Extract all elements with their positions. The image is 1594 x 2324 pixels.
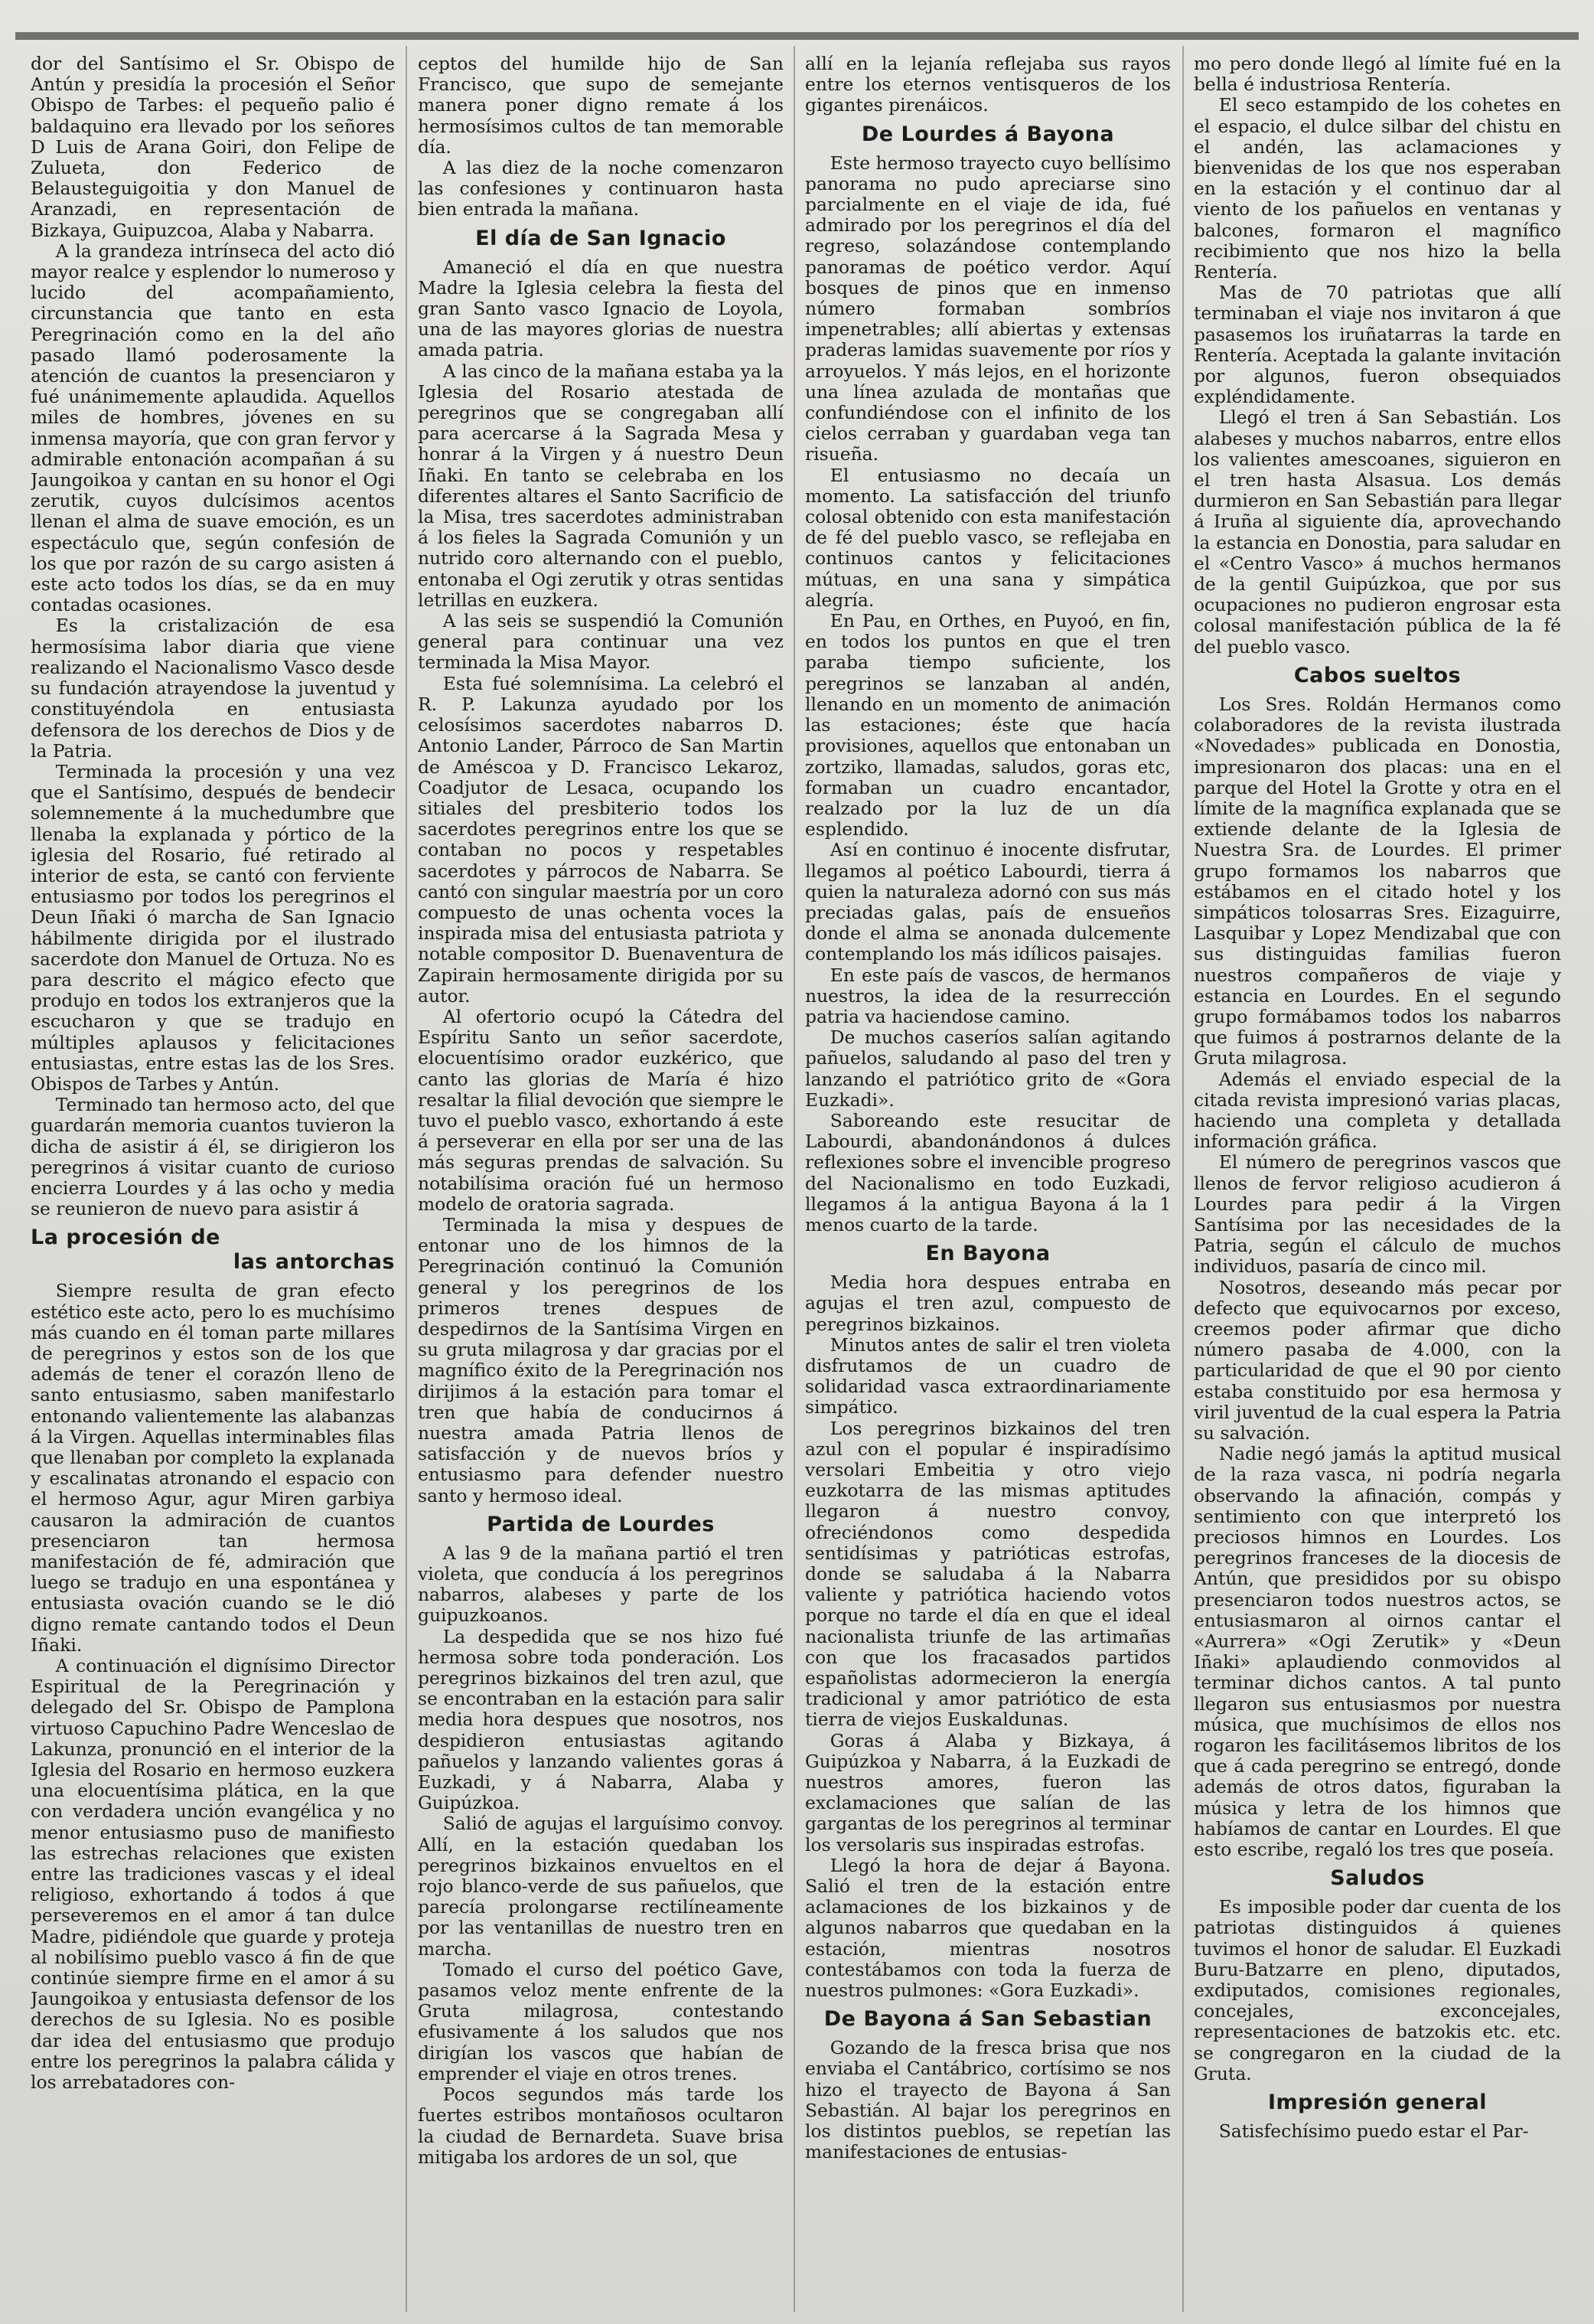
paragraph: A las diez de la noche comenzaron las confesiones y continuaron hasta bien entrada la mañana. [418, 157, 784, 220]
column-rule [406, 46, 407, 2312]
column-3 [805, 54, 1171, 2304]
section-heading: Saludos [1330, 1866, 1425, 1891]
column-rule [794, 46, 795, 2312]
column-1 [31, 54, 395, 2304]
section-heading: las antorchas [233, 1250, 395, 1275]
column-2 [418, 54, 784, 2304]
paragraph: Siempre resulta de gran efecto estético este acto, pero lo es muchísimo más cuando en él toman parte millares de peregrinos y estos son de los que además de tener el corazón lleno de santo entusiasmo, saben manifestarlo entonando valientemente las alabanzas á la Virgen. Aquellas interminables filas que llenaban por completo la explanada y escalinatas atronando el espacio con el hermoso Agur, agur Miren garbiya causaron la admiración de cuantos presenciaron tan hermosa manifestación de fé, admiración que luego se tradujo en una espontánea y entusiasta ovación cuando se le dió digno remate cantando todos el Deun Iñaki. [31, 1280, 395, 1656]
paragraph: A continuación el dignísimo Director Espiritual de la Peregrinación y delegado del Sr. Obispo de Pamplona virtuoso Capuchino Padre Wenceslao de Lakunza, pronunció en el interior de la Iglesia del Rosario en hermoso euzkera una elocuentísima plática, en la que con verdadera unción evangélica y no menor entusiasmo puso de manifiesto las estrechas relaciones que existen entre las tradiciones vascas y el ideal religioso, exhortando á todos á que perseveremos en el amor á tan dulce Madre, pidiéndole que guarde y proteja al nobilísimo pueblo vasco á fin de que continúe siempre firme en el amor á su Jaungoikoa y entusiasta defensor de los derechos de su Iglesia. No es posible dar idea del entusiasmo que produjo entre los peregrinos la palabra cálida y los arrebatadores con- [31, 1655, 395, 2094]
paragraph: dor del Santísimo el Sr. Obispo de Antún y presidía la procesión el Señor Obispo de Tarbes: el pequeño palio é baldaquino era llevado por los señores D Luis de Arana Goiri, don Felipe de Zulueta, don Federico de Belausteguigoitia y don Manuel de Aranzadi, en representación de Bizkaya, Guipuzcoa, Alaba y Nabarra. [31, 54, 395, 241]
top-rule [15, 32, 1579, 40]
section-heading: Partida de Lourdes [487, 1512, 715, 1536]
paragraph: A las 9 de la mañana partió el tren violeta, que conducía á los peregrinos nabarros, alabeses y parte de los guipuzkoanos. [418, 1542, 784, 1627]
paragraph: Los Sres. Roldán Hermanos como colaboradores de la revista ilustrada «Novedades» publicada en Donostia, impresionaron dos placas: una en el parque del Hotel la Grotte y otra en el límite de la magnífica explanada que se extiende delante de la Iglesia de Nuestra Sra. de Lourdes. El primer grupo formamos los nabarros que estábamos en el citado hotel y los simpáticos tolosarras Sres. Eizaguirre, Lasquibar y Lopez Mendizabal que con sus distinguidas familias fueron nuestros compañeros de viaje y estancia en Lourdes. En el segundo grupo formábamos todos los nabarros que fuimos á postrarnos delante de la Gruta milagrosa. [1194, 693, 1561, 1069]
paragraph: Terminada la procesión y una vez que el Santísimo, después de bendecir solemnemente á la muchedumbre que llenaba la explanada y pórtico de la iglesia del Rosario, fué retirado al interior de esta, se cantó con ferviente entusiasmo por todos los peregrinos el Deun Iñaki ó marcha de San Ignacio hábilmente dirigida por el ilustrado sacerdote don Manuel de Ortuza. No es para descrito el mágico efecto que produjo en todos los extranjeros que la escucharon y que se tradujo en múltiples aplausos y felicitaciones entusiastas, entre estas las de los Sres. Obispos de Tarbes y Antún. [31, 760, 395, 1095]
paragraph: Esta fué solemnísima. La celebró el R. P. Lakunza ayudado por los celosísimos sacerdotes nabarros D. Antonio Lander, Párroco de San Martin de Améscoa y D. Francisco Lekaroz, Coadjutor de Lesaca, ocupando los sitiales del presbiterio todos los sacerdotes peregrinos entre los que se contaban no pocos y respetables sacerdotes y párrocos de Nabarra. Se cantó con singular maestría por un coro compuesto de unas ochenta voces la inspirada misa del entusiasta patriota y notable compositor D. Buenaventura de Zapirain hermosamente dirigida por su autor. [418, 672, 784, 1007]
paragraph: De muchos caseríos salían agitando pañuelos, saludando al paso del tren y lanzando el patriótico grito de «Gora Euzkadi». [805, 1027, 1171, 1111]
paragraph: A la grandeza intrínseca del acto dió mayor realce y esplendor lo numeroso y lucido del acompañamiento, circunstancia que tanto en esta Peregrinación como en la del año pasado llamó poderosamente la atención de cuantos la presenciaron y fué unánimemente aplaudida. Aquellos miles de hombres, jóvenes en su inmensa mayoría, que con gran fervor y admirable entonación acompañan á su Jaungoikoa y cantan en su honor el Ogi zerutik, cuyos dulcísimos acentos llenan el alma de suave emoción, es un espectáculo que, según confesión de los que por razón de su cargo asisten á este acto todos los días, se da en muy contadas ocasiones. [31, 240, 395, 616]
section-heading: El día de San Ignacio [475, 226, 726, 250]
paragraph: La despedida que se nos hizo fué hermosa sobre toda ponderación. Los peregrinos bizkainos del tren azul, que se encontraban en la estación para salir media hora despues que nosotros, nos despidieron entusiastas agitando pañuelos y lanzando valientes goras á Euzkadi, y á Nabarra, Alaba y Guipúzkoa. [418, 1625, 784, 1814]
paragraph: Terminado tan hermoso acto, del que guardarán memoria cuantos tuvieron la dicha de asistir á él, se dirigieron los peregrinos á visitar cuanto de curioso encierra Lourdes y á las ocho y media se reunieron de nuevo para asistir á [31, 1094, 395, 1220]
column-rule [1182, 46, 1184, 2312]
paragraph: Nosotros, deseando más pecar por defecto que equivocarnos por exceso, creemos poder afirmar que dicho número pasaba de 4.000, con la particularidad de que el 90 por ciento estaba constituido por esa hermosa y viril juventud de la cual espera la Patria su salvación. [1194, 1276, 1561, 1444]
paragraph: En este país de vascos, de hermanos nuestros, la idea de la resurrección patria va haciendose camino. [805, 964, 1171, 1027]
paragraph: El entusiasmo no decaía un momento. La satisfacción del triunfo colosal obtenido con esta manifestación de fé del pueblo vasco, se reflejaba en continuos cantos y felicitaciones mútuas, en una sana y simpática alegría. [805, 464, 1171, 611]
paragraph: Saboreando este resucitar de Labourdi, abandonándonos á dulces reflexiones sobre el invencible progreso del Nacionalismo en todo Euzkadi, llegamos á la antigua Bayona á la 1 menos cuarto de la tarde. [805, 1109, 1171, 1235]
paragraph: A las seis se suspendió la Comunión general para continuar una vez terminada la Misa Mayor. [418, 610, 784, 674]
paragraph: allí en la lejanía reflejaba sus rayos entre los eternos ventisqueros de los gigantes pirenáicos. [805, 54, 1171, 116]
section-heading: Cabos sueltos [1293, 663, 1462, 687]
paragraph: Satisfechísimo puedo estar el Par- [1218, 2120, 1529, 2143]
paragraph: Salió de agujas el larguísimo convoy. Allí, en la estación quedaban los peregrinos bizkainos envueltos en el rojo blanco-verde de sus pañuelos, que parecía prolongarse rectilíneamente por las ventanillas de nuestro tren en marcha. [418, 1813, 784, 1960]
paragraph: mo pero donde llegó al límite fué en la bella é industriosa Rentería. [1194, 54, 1561, 96]
paragraph: Amaneció el día en que nuestra Madre la Iglesia celebra la fiesta del gran Santo vasco Ignacio de Loyola, una de las mayores glorias de nuestra amada patria. [418, 256, 784, 361]
paragraph: Tomado el curso del poético Gave, pasamos veloz mente enfrente de la Gruta milagrosa, contestando efusivamente á los saludos que nos dirigían los vascos que habían de emprender el viaje en otros trenes. [418, 1958, 784, 2084]
paragraph: Además el enviado especial de la citada revista impresionó varias placas, haciendo una completa y detallada información gráfica. [1194, 1068, 1561, 1153]
section-heading: La procesión de [31, 1226, 220, 1250]
paragraph: En Pau, en Orthes, en Puyoó, en fin, en todos los puntos en que el tren paraba tiempo suficiente, los peregrinos se lanzaban al andén, llenando en un momento de animación las estaciones; éste que hacía provisiones, aquellos que entonaban un zortziko, llamadas, saludos, goras etc, formaban un cuadro encantador, realzado por la luz de un día esplendido. [805, 610, 1171, 840]
paragraph: Es la cristalización de esa hermosísima labor diaria que viene realizando el Nacionalismo Vasco desde su fundación atrayendose la juventud y constituyéndola en entusiasta defensora de los derechos de Dios y de la Patria. [31, 615, 395, 762]
paragraph: Pocos segundos más tarde los fuertes estribos montañosos ocultaron la ciudad de Bernardeta. Suave brisa mitigaba los ardores de un sol, que [418, 2084, 784, 2168]
paragraph: Este hermoso trayecto cuyo bellísimo panorama no pudo apreciarse sino parcialmente en el viaje de ida, fué admirado por los peregrinos el día del regreso, solazándose contemplando panoramas de poético verdor. Aquí bosques de pinos que en inmenso número formaban sombríos impenetrables; allí abiertas y extensas praderas lamidas suavemente por ríos y arroyuelos. Y más lejos, en el horizonte una línea azulada de montañas que confundiéndose con el infinito de los cielos cerraban y guardaban vega tan risueña. [805, 152, 1171, 465]
paragraph: Terminada la misa y despues de entonar uno de los himnos de la Peregrinación continuó la Comunión general y los peregrinos de los primeros trenes despues de despedirnos de la Santísima Virgen en su gruta milagrosa y dar gracias por el magnífico éxito de la Peregrinación nos dirijimos á la estación para tomar el tren que había de conducirnos á nuestra amada Patria llenos de satisfacción y de nuevos bríos y entusiasmo para defender nuestro santo y hermoso ideal. [418, 1213, 784, 1506]
paragraph: A las cinco de la mañana estaba ya la Iglesia del Rosario atestada de peregrinos que se congregaban allí para acercarse á la Sagrada Mesa y honrar á la Virgen y á nuestro Deun Iñaki. En tanto se celebraba en los diferentes altares el Santo Sacrificio de la Misa, tres sacerdotes administraban á los fieles la Sagrada Comunión y un nutrido coro alternando con el pueblo, entonaba el Ogi zerutik y otras sentidas letrillas en euzkera. [418, 360, 784, 611]
paragraph: El seco estampido de los cohetes en el espacio, el dulce silbar del chistu en el andén, las aclamaciones y bienvenidas de los que nos esperaban en la estación y el continuo dar al viento de los pañuelos en ventanas y balcones, formaron el magnífico recibimiento que nos hizo la bella Rentería. [1194, 94, 1561, 283]
paragraph: Minutos antes de salir el tren violeta disfrutamos de un cuadro de solidaridad vasca extraordinariamente simpático. [805, 1333, 1171, 1418]
paragraph: Es imposible poder dar cuenta de los patriotas distinguidos á quienes tuvimos el honor de saludar. El Euzkadi Buru-Batzarre en pleno, diputados, exdiputados, comisiones regionales, concejales, exconcejales, representaciones de batzokis etc. etc. se congregaron en la ciudad de la Gruta. [1194, 1896, 1561, 2084]
paragraph: Mas de 70 patriotas que allí terminaban el viaje nos invitaron á que pasasemos los iruñatarras la tarde en Rentería. Aceptada la galante invitación por algunos, fueron obsequiados expléndidamente. [1194, 282, 1561, 408]
paragraph: Goras á Alaba y Bizkaya, á Guipúzkoa y Nabarra, á la Euzkadi de nuestros amores, fueron las exclamaciones que salían de las gargantas de los peregrinos al terminar los versolaris sus inspiradas estrofas. [805, 1729, 1171, 1856]
section-heading: En Bayona [925, 1242, 1051, 1266]
paragraph: Nadie negó jamás la aptitud musical de la raza vasca, ni podría negarla observando la afinación, compás y sentimiento con que interpretó los preciosos himnos en Lourdes. Los peregrinos franceses de la diocesis de Antún, que presididos por su obispo presenciaron todos nuestros actos, se entusiasmaron al oirnos cantar el «Aurrera» «Ogi Zerutik» y «Deun Iñaki» aplaudiendo conmovidos al terminar dichos cantos. A tal punto llegaron sus entusiasmos por nuestra música, que muchísimos de ellos nos rogaron les facilitásemos libritos de los que á cada peregrino se entregó, donde además de otros datos, figuraban la música y letra de los himnos que habíamos de cantar en Lourdes. El que esto escribe, regaló los tres que poseía. [1194, 1443, 1561, 1861]
paragraph: Así en continuo é inocente disfrutar, llegamos al poético Labourdi, tierra á quien la naturaleza adornó con sus más preciadas galas, país de ensueños donde el alma se anonada dulcemente contemplando los más idílicos paisajes. [805, 839, 1171, 965]
paragraph: El número de peregrinos vascos que llenos de fervor religioso acudieron á Lourdes para pedir á la Virgen Santísima por las necesidades de la Patria, según el cálculo de muchos individuos, pasaría de cinco mil. [1194, 1151, 1561, 1278]
section-heading: De Bayona á San Sebastian [823, 2007, 1152, 2032]
column-4 [1194, 54, 1561, 2304]
paragraph: Al ofertorio ocupó la Cátedra del Espíritu Santo un señor sacerdote, elocuentísimo orador euzkérico, que canto las glorias de María é hizo resaltar la filial devoción que siempre le tuvo el pueblo vasco, exhortando á este á perseverar en ella por ser una de las más seguras prendas de salvación. Su notabilísima oración fué un hermoso modelo de oratoria sagrada. [418, 1005, 784, 1215]
section-heading: De Lourdes á Bayona [861, 122, 1115, 146]
section-heading: Impresión general [1267, 2091, 1488, 2115]
paragraph: Llegó la hora de dejar á Bayona. Salió el tren de la estación entre aclamaciones de los bizkainos y de algunos nabarros que quedaban en la estación, mientras nosotros contestábamos con toda la fuerza de nuestros pulmones: «Gora Euzkadi». [805, 1854, 1171, 2002]
paragraph: ceptos del humilde hijo de San Francisco, que supo de semejante manera poner digno remate á los hermosísimos cultos de tan memorable día. [418, 54, 784, 158]
paragraph: Media hora despues entraba en agujas el tren azul, compuesto de peregrinos bizkainos. [805, 1271, 1171, 1335]
paragraph: Gozando de la fresca brisa que nos enviaba el Cantábrico, cortísimo se nos hizo el trayecto de Bayona á San Sebastián. Al bajar los peregrinos en los distintos pueblos, se repetían las manifestaciones de entusias- [805, 2037, 1171, 2163]
paragraph: Los peregrinos bizkainos del tren azul con el popular é inspiradísimo versolari Embeitia y otro viejo euzkotarra de las mismas aptitudes llegaron á nuestro convoy, ofreciéndonos como despedida sentidísimas y patrióticas estrofas, donde se saludaba á la Nabarra valiente y patriótica haciendo votos porque no tarde el día en que el ideal nacionalista triunfe de las artimañas con que los fracasados partidos españolistas adormecieron la energía tradicional y amor patriótico de esta tierra de viejos Euskaldunas. [805, 1417, 1171, 1731]
paragraph: Llegó el tren á San Sebastián. Los alabeses y muchos nabarros, entre ellos los valientes amescoanes, siguieron en el tren hasta Alsasua. Los demás durmieron en San Sebastián para llegar á Iruña al siguiente día, aprovechando la estancia en Donostia, para saludar en el «Centro Vasco» á muchos hermanos de la gentil Guipúzkoa, que por sus ocupaciones no pudieron engrosar esta colosal manifestación pública de la fé del pueblo vasco. [1194, 406, 1561, 658]
